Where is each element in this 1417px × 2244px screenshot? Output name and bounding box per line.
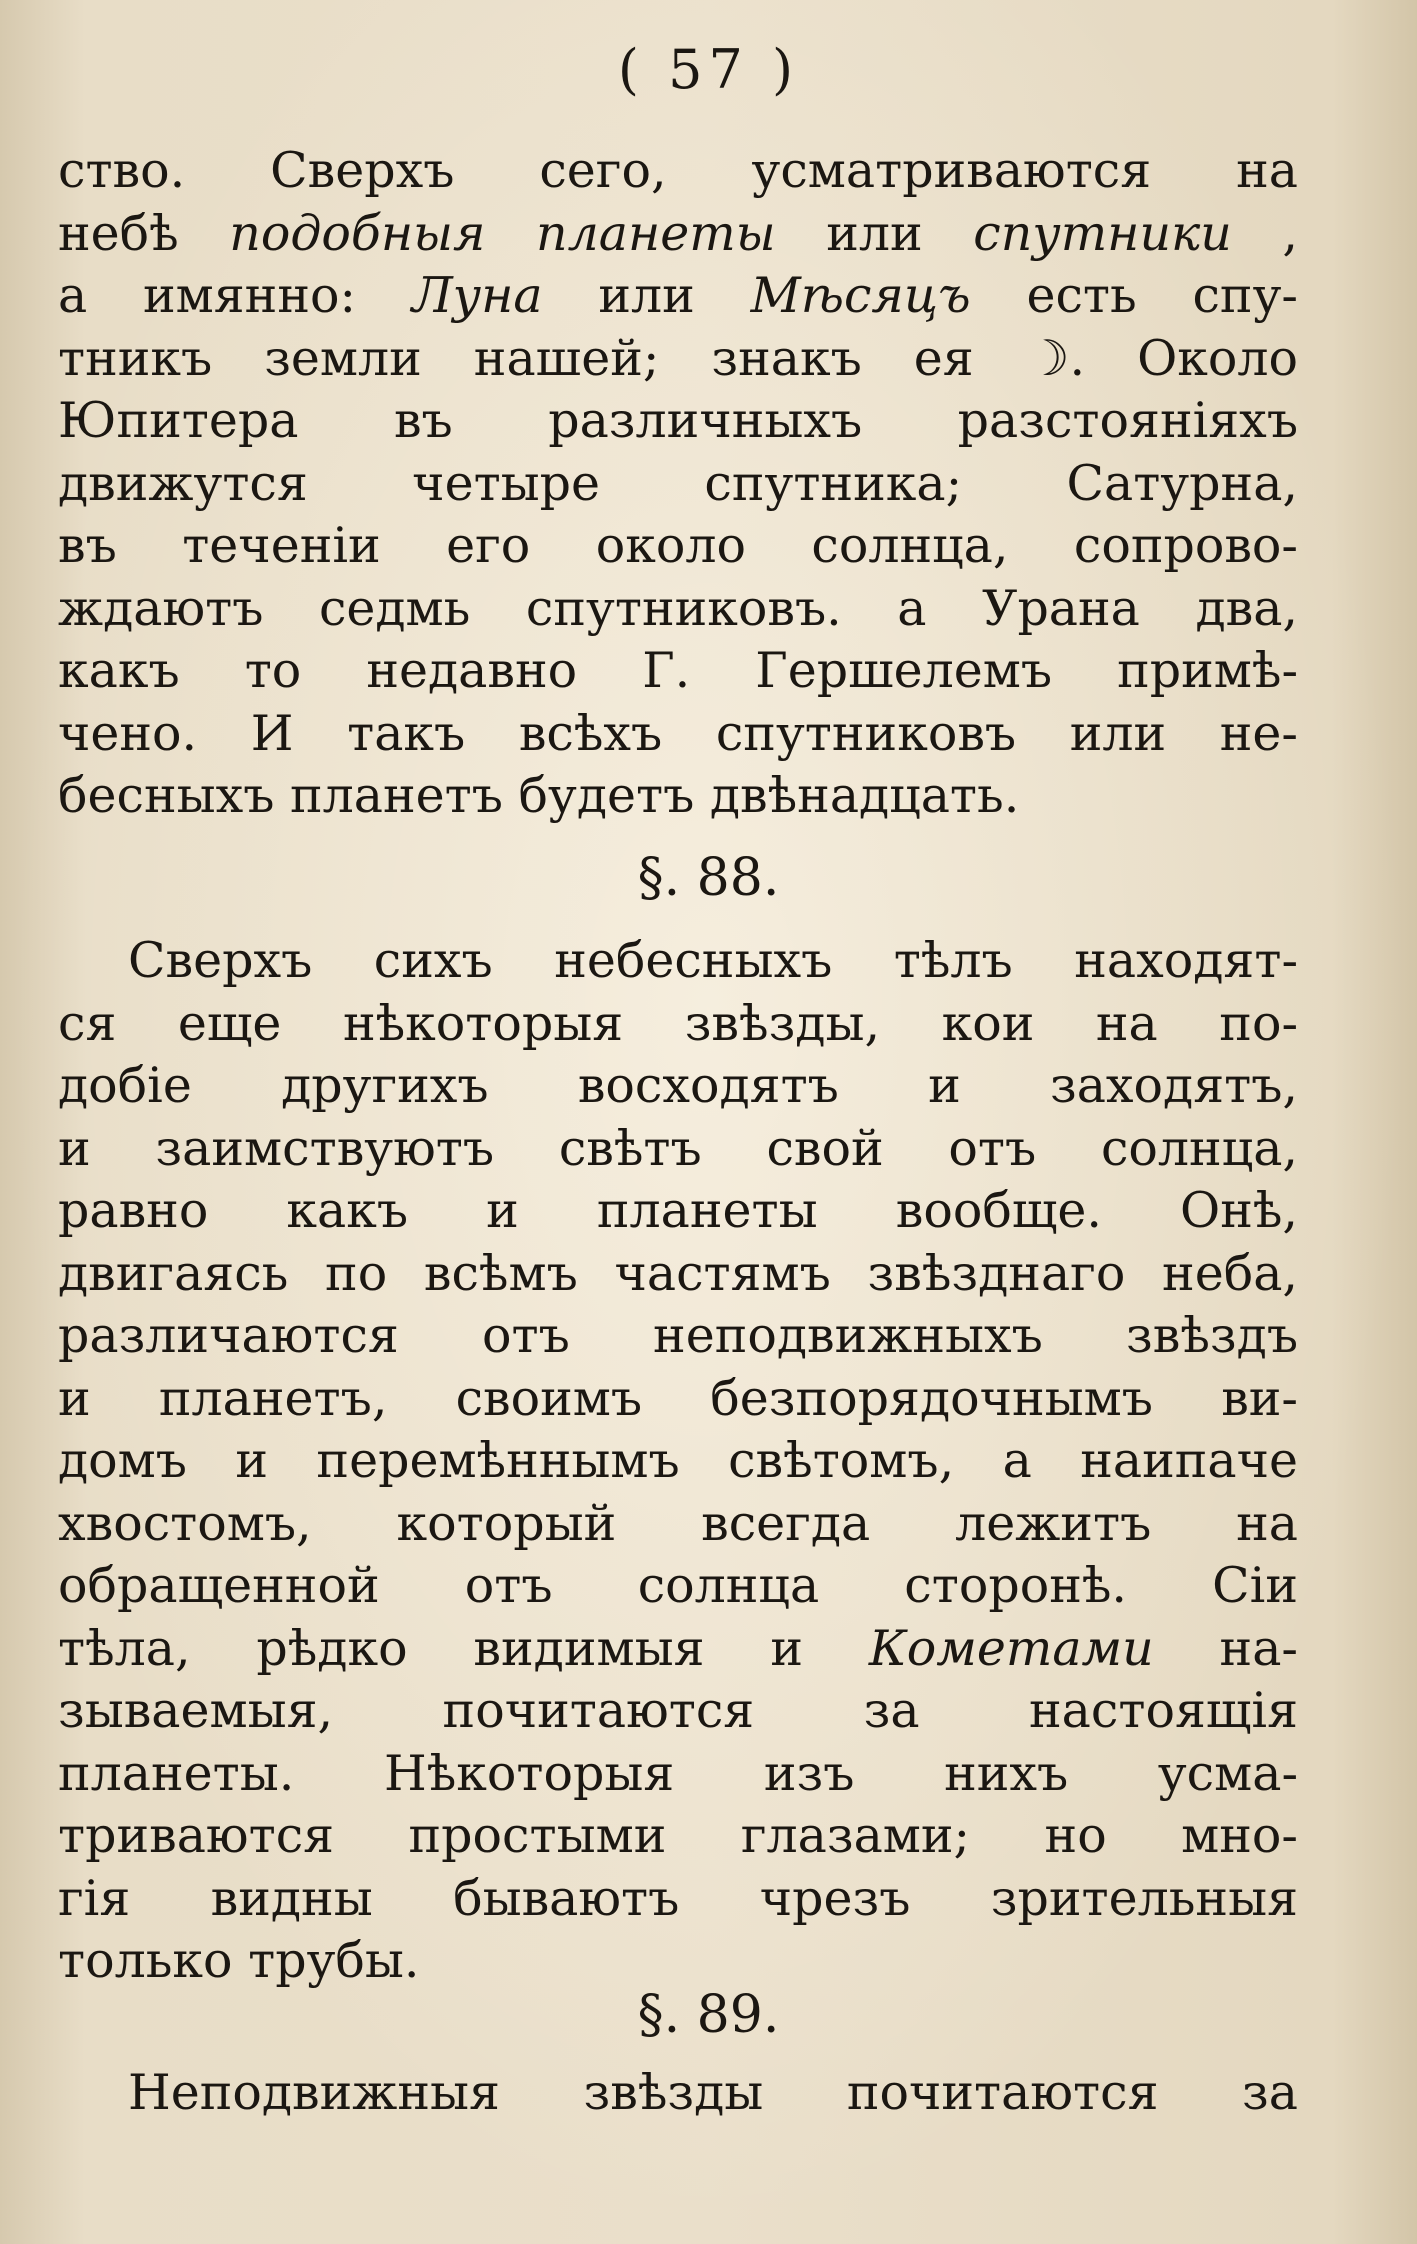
text-run: тникъ земли нашей; знакъ ея ☽. Около (58, 329, 1298, 387)
text-line (58, 515, 1298, 578)
text-run: различаются отъ неподвижныхъ звѣздъ (58, 1307, 1298, 1364)
text-line (58, 328, 1298, 391)
text-run: обращенной отъ солнца сторонѣ. Сіи (58, 1557, 1298, 1614)
text-line (58, 640, 1298, 703)
text-run: зываемыя, почитаются за настоящія (58, 1682, 1298, 1739)
text-line (58, 1868, 1298, 1931)
text-line (58, 1118, 1298, 1181)
text-run: или (775, 204, 974, 262)
page-number: ( 57 ) (617, 38, 800, 101)
text-line (58, 1430, 1298, 1493)
text-run: Неподвижныя звѣзды почитаются за (128, 2064, 1298, 2121)
text-run: движутся четыре спутника; Сатурна, (58, 454, 1298, 512)
text-line (58, 140, 1298, 203)
section-heading-89: §. 89. (637, 1985, 780, 2045)
text-run: двигаясь по всѣмъ частямъ звѣзднаго неба, (58, 1244, 1298, 1302)
text-run: гія видны бываютъ чрезъ зрительныя (58, 1869, 1298, 1927)
italic-term: спутники (973, 204, 1232, 262)
text-run: и заимствуютъ свѣтъ свой отъ солнца, (58, 1119, 1298, 1177)
text-line (58, 1618, 1298, 1681)
text-run: ждаютъ седмь спутниковъ. а Урана два, (58, 579, 1298, 637)
text-line (58, 578, 1298, 641)
text-run: равно какъ и планеты вообще. Онѣ, (58, 1182, 1298, 1239)
text-run: Сверхъ сихъ небесныхъ тѣлъ находят- (128, 932, 1298, 989)
text-run: только трубы. (58, 1932, 420, 1989)
text-run: домъ и перемѣннымъ свѣтомъ, а наипаче (58, 1432, 1298, 1489)
italic-term: Луна (411, 267, 543, 324)
text-line (58, 1305, 1298, 1368)
text-line (58, 930, 1298, 993)
text-run: а имянно: (58, 267, 412, 324)
text-run: планеты. Нѣкоторыя изъ нихъ усма- (58, 1744, 1298, 1802)
italic-term: Кометами (868, 1619, 1154, 1677)
text-run: бесныхъ планетъ будетъ двѣнадцать. (58, 767, 1020, 824)
text-line (58, 265, 1298, 328)
text-line (58, 1243, 1298, 1306)
text-line (58, 1368, 1298, 1431)
text-run: есть спу- (970, 267, 1298, 324)
text-run: добіе другихъ восходятъ и заходятъ, (58, 1057, 1298, 1114)
text-line (58, 1743, 1298, 1806)
text-run: , (1231, 204, 1298, 262)
text-line (58, 453, 1298, 516)
text-line (58, 1493, 1298, 1556)
text-run: Юпитера въ различныхъ разстояніяхъ (58, 392, 1298, 449)
text-run: чено. И такъ всѣхъ спутниковъ или не- (58, 704, 1298, 762)
text-run: въ теченіи его около солнца, сопрово- (58, 517, 1298, 574)
paragraph-89 (58, 2062, 1298, 2125)
italic-term: подобныя планеты (229, 204, 776, 262)
text-run: ство. Сверхъ сего, усматриваются на (58, 142, 1298, 199)
paragraph-continued (58, 140, 1298, 828)
text-run: ся еще нѣкоторыя звѣзды, кои на по- (58, 994, 1298, 1052)
text-line (58, 765, 1298, 828)
text-run: или (542, 267, 751, 324)
text-line (58, 390, 1298, 453)
section-heading-88: §. 88. (637, 848, 780, 908)
text-line (58, 1805, 1298, 1868)
text-run: на- (1153, 1619, 1298, 1677)
text-line (58, 203, 1298, 266)
text-line (58, 2062, 1298, 2125)
text-run: триваются простыми глазами; но мно- (58, 1807, 1298, 1864)
text-run: тѣла, рѣдко видимыя и (58, 1619, 869, 1677)
text-line (58, 1180, 1298, 1243)
italic-term: Мѣсяцъ (750, 267, 971, 324)
text-line (58, 703, 1298, 766)
text-run: какъ то недавно Г. Гершелемъ примѣ- (58, 642, 1298, 699)
text-run: и планетъ, своимъ безпорядочнымъ ви- (58, 1369, 1298, 1427)
text-line (58, 1555, 1298, 1618)
paragraph-88 (58, 930, 1298, 1993)
text-line (58, 1680, 1298, 1743)
text-run: небѣ (58, 204, 230, 262)
text-line (58, 1055, 1298, 1118)
text-run: хвостомъ, который всегда лежитъ на (58, 1494, 1298, 1552)
text-line (58, 993, 1298, 1056)
text-line (58, 1930, 1298, 1993)
